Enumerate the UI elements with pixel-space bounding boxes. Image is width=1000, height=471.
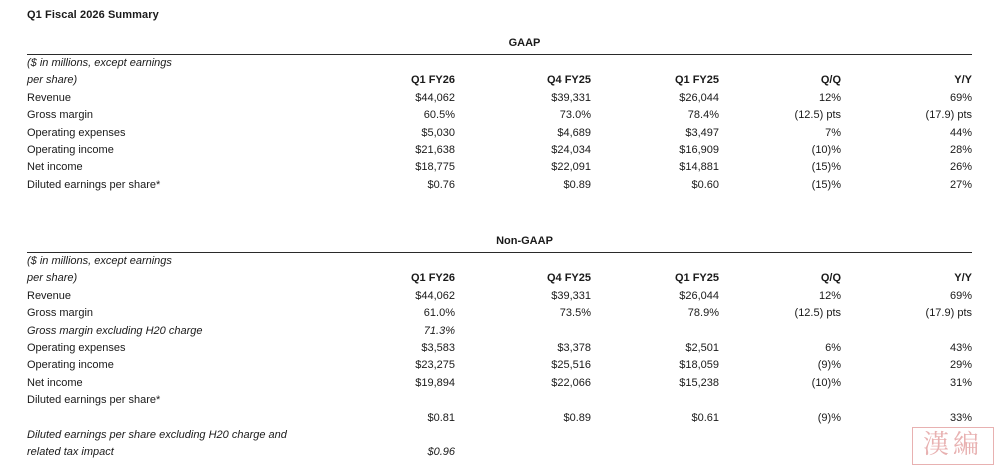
cell-value bbox=[591, 323, 719, 340]
row-label: Operating expenses bbox=[27, 126, 126, 139]
row-label: Revenue bbox=[27, 91, 72, 104]
cell-value bbox=[455, 392, 591, 409]
cell-value: $26,044 bbox=[679, 289, 719, 302]
cell-value: $0.60 bbox=[691, 178, 719, 191]
cell-value: $39,331 bbox=[551, 289, 591, 302]
cell-value: (15)% bbox=[811, 178, 841, 191]
cell-value bbox=[387, 427, 455, 444]
row-label: Diluted earnings per share excluding H20 charge and bbox=[27, 429, 287, 442]
cell-value bbox=[841, 392, 972, 409]
row-label: Gross margin excluding H20 charge bbox=[27, 324, 203, 337]
cell-value: (9)% bbox=[817, 411, 841, 424]
column-header: Q4 FY25 bbox=[546, 272, 591, 285]
cell-value: $19,894 bbox=[415, 376, 455, 389]
cell-value: $18,775 bbox=[415, 161, 455, 174]
table-row bbox=[27, 107, 972, 124]
cell-value: 26% bbox=[949, 161, 972, 174]
row-label: Operating expenses bbox=[27, 342, 126, 355]
table-row bbox=[27, 427, 972, 444]
cell-value: (10)% bbox=[811, 144, 841, 157]
cell-value: $3,583 bbox=[421, 342, 455, 355]
nongaap-title: Non-GAAP bbox=[496, 235, 553, 247]
table-row bbox=[27, 159, 972, 176]
column-header: Q1 FY26 bbox=[410, 272, 455, 285]
cell-value: 28% bbox=[949, 144, 972, 157]
gaap-title: GAAP bbox=[508, 37, 541, 49]
cell-value: 7% bbox=[825, 126, 841, 139]
cell-value: 73.5% bbox=[559, 307, 591, 320]
column-header: Q1 FY25 bbox=[674, 272, 719, 285]
cell-value: $0.89 bbox=[563, 411, 591, 424]
cell-value: $0.81 bbox=[427, 411, 455, 424]
cell-value bbox=[719, 444, 841, 461]
nongaap-table bbox=[27, 253, 972, 462]
units-note: per share) bbox=[27, 74, 78, 87]
row-label: Diluted earnings per share* bbox=[27, 178, 161, 191]
row-label: Gross margin bbox=[27, 307, 94, 320]
cell-value: $22,091 bbox=[551, 161, 591, 174]
cell-value: $26,044 bbox=[679, 91, 719, 104]
cell-value: $0.61 bbox=[691, 411, 719, 424]
cell-value: (12.5) pts bbox=[794, 109, 841, 122]
cell-value: (17.9) pts bbox=[925, 109, 972, 122]
cell-value bbox=[591, 392, 719, 409]
cell-value: (10)% bbox=[811, 376, 841, 389]
cell-value: $2,501 bbox=[685, 342, 719, 355]
row-label: Net income bbox=[27, 376, 83, 389]
cell-value bbox=[387, 392, 455, 409]
table-row bbox=[27, 340, 972, 357]
cell-value: $25,516 bbox=[551, 359, 591, 372]
units-note: per share) bbox=[27, 272, 78, 285]
cell-value: 6% bbox=[825, 342, 841, 355]
cell-value: 78.9% bbox=[687, 307, 719, 320]
cell-value: $39,331 bbox=[551, 91, 591, 104]
table-row bbox=[27, 125, 972, 142]
cell-value: $24,034 bbox=[551, 144, 591, 157]
cell-value: 43% bbox=[949, 342, 972, 355]
cell-value: 33% bbox=[949, 411, 972, 424]
cell-value: 69% bbox=[949, 91, 972, 104]
cell-value bbox=[719, 323, 841, 340]
cell-value bbox=[455, 444, 591, 461]
cell-value: $18,059 bbox=[679, 359, 719, 372]
cell-value: $15,238 bbox=[679, 376, 719, 389]
header-row bbox=[27, 72, 972, 89]
cell-value: $0.96 bbox=[427, 446, 455, 459]
cell-value: $3,378 bbox=[557, 342, 591, 355]
row-label: Operating income bbox=[27, 144, 114, 157]
gaap-table bbox=[27, 55, 972, 194]
cell-value: $0.76 bbox=[427, 178, 455, 191]
cell-value: 44% bbox=[949, 126, 972, 139]
cell-value: 60.5% bbox=[423, 109, 455, 122]
column-header: Q1 FY25 bbox=[674, 74, 719, 87]
table-row bbox=[27, 90, 972, 107]
cell-value: (15)% bbox=[811, 161, 841, 174]
header-row bbox=[27, 270, 972, 287]
cell-value: (9)% bbox=[817, 359, 841, 372]
column-header: Y/Y bbox=[954, 74, 972, 87]
table-row bbox=[27, 177, 972, 194]
cell-value: 31% bbox=[949, 376, 972, 389]
units-note: ($ in millions, except earnings bbox=[27, 255, 172, 267]
column-header: Q/Q bbox=[820, 74, 841, 87]
table-row bbox=[27, 375, 972, 392]
cell-value: $5,030 bbox=[421, 126, 455, 139]
cell-value bbox=[719, 392, 841, 409]
cell-value: 78.4% bbox=[687, 109, 719, 122]
page-title: Q1 Fiscal 2026 Summary bbox=[27, 9, 159, 21]
column-header: Y/Y bbox=[954, 272, 972, 285]
cell-value: 69% bbox=[949, 289, 972, 302]
row-label: Net income bbox=[27, 161, 83, 174]
cell-value bbox=[591, 444, 719, 461]
table-row bbox=[27, 305, 972, 322]
cell-value bbox=[455, 323, 591, 340]
cell-value: $44,062 bbox=[415, 289, 455, 302]
watermark-stamp: 漢編 bbox=[912, 427, 994, 465]
cell-value: $4,689 bbox=[557, 126, 591, 139]
table-row bbox=[27, 253, 972, 270]
row-label: Gross margin bbox=[27, 109, 94, 122]
cell-value: $16,909 bbox=[679, 144, 719, 157]
column-header: Q4 FY25 bbox=[546, 74, 591, 87]
cell-value: 27% bbox=[949, 178, 972, 191]
table-row bbox=[27, 55, 972, 72]
column-header: Q1 FY26 bbox=[410, 74, 455, 87]
cell-value: 61.0% bbox=[423, 307, 455, 320]
row-label: Revenue bbox=[27, 289, 72, 302]
table-row bbox=[27, 444, 972, 461]
units-note: ($ in millions, except earnings bbox=[27, 57, 172, 69]
table-row bbox=[27, 410, 972, 427]
cell-value bbox=[719, 427, 841, 444]
cell-value: $23,275 bbox=[415, 359, 455, 372]
cell-value bbox=[455, 427, 591, 444]
cell-value: (12.5) pts bbox=[794, 307, 841, 320]
column-header: Q/Q bbox=[820, 272, 841, 285]
cell-value bbox=[841, 323, 972, 340]
table-row bbox=[27, 323, 972, 340]
cell-value: $22,066 bbox=[551, 376, 591, 389]
row-label bbox=[27, 410, 387, 427]
cell-value: $21,638 bbox=[415, 144, 455, 157]
row-label: Diluted earnings per share* bbox=[27, 394, 161, 407]
row-label: related tax impact bbox=[27, 446, 114, 459]
cell-value: 73.0% bbox=[559, 109, 591, 122]
cell-value: 12% bbox=[818, 91, 841, 104]
table-row bbox=[27, 288, 972, 305]
cell-value: 12% bbox=[818, 289, 841, 302]
table-row bbox=[27, 357, 972, 374]
row-label: Operating income bbox=[27, 359, 114, 372]
cell-value: 29% bbox=[949, 359, 972, 372]
cell-value: $14,881 bbox=[679, 161, 719, 174]
cell-value: 71.3% bbox=[423, 324, 455, 337]
table-row bbox=[27, 392, 972, 409]
cell-value: (17.9) pts bbox=[925, 307, 972, 320]
cell-value: $0.89 bbox=[563, 178, 591, 191]
table-row bbox=[27, 142, 972, 159]
cell-value bbox=[591, 427, 719, 444]
cell-value: $44,062 bbox=[415, 91, 455, 104]
cell-value: $3,497 bbox=[685, 126, 719, 139]
